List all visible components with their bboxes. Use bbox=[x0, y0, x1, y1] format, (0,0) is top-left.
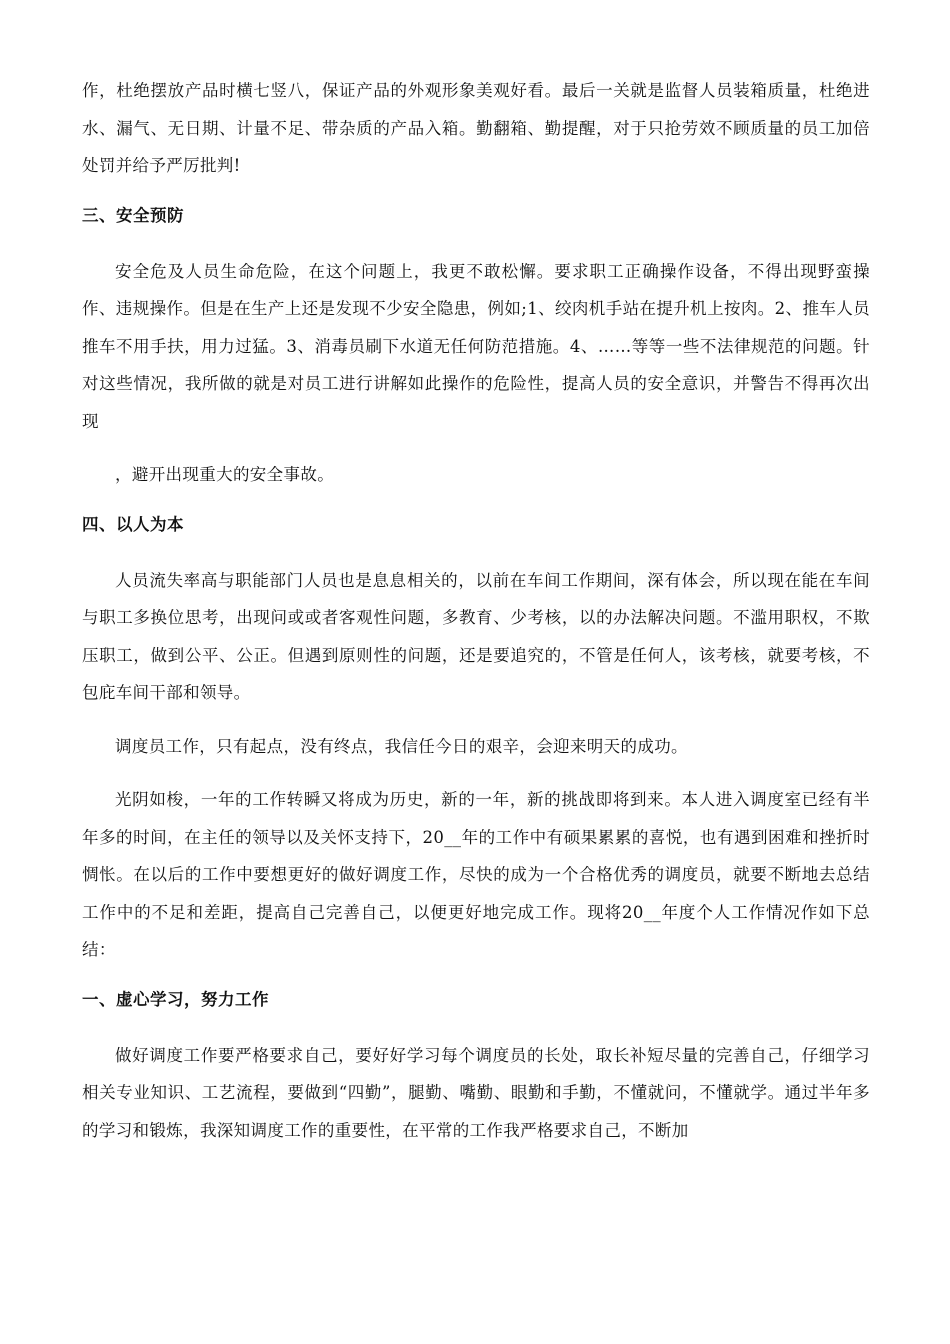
paragraph-continuation: 作，杜绝摆放产品时横七竖八，保证产品的外观形象美观好看。最后一关就是监督人员装箱质量，杜绝进水、漏气、无日期、计量不足、带杂质的产品入箱。勤翻箱、勤提醒，对于只抢劳效不顾质量的员工加倍处罚并给予严厉批判! bbox=[82, 81, 870, 175]
paragraph-learning: 做好调度工作要严格要求自己，要好好学习每个调度员的长处，取长补短尽量的完善自己，仔细学习相关专业知识、工艺流程，要做到“四勤”，腿勤、嘴勤、眼勤和手勤，不懂就问，不懂就学。通过半年多的学习和锻炼，我深知调度工作的重要性，在平常的工作我严格要求自己，不断加 bbox=[82, 1045, 870, 1140]
paragraph-people: 人员流失率高与职能部门人员也是息息相关的，以前在车间工作期间，深有体会，所以现在能在车间与职工多换位思考，出现问或或者客观性问题，多教育、少考核，以的办法解决问题。不滥用职权，不欺压职工，做到公平、公正。但遇到原则性的问题，还是要追究的，不管是任何人，该考核，就要考核，不包庇车间干部和领导。 bbox=[82, 570, 870, 702]
section-heading-people: 四、以人为本 bbox=[82, 514, 184, 534]
paragraph-safety-tail: ，避开出现重大的安全事故。 bbox=[115, 465, 335, 484]
document-page bbox=[82, 72, 870, 1165]
paragraph-dispatcher: 调度员工作，只有起点，没有终点，我信任今日的艰辛，会迎来明天的成功。 bbox=[115, 736, 688, 756]
paragraph-summary-intro: 光阴如梭，一年的工作转瞬又将成为历史，新的一年，新的挑战即将到来。本人进入调度室已经有半年多的时间，在主任的领导以及关怀支持下，20__年的工作中有硕果累累的喜悦，也有遇到困难和挫折时惆怅。在以后的工作中要想更好的做好调度工作，尽快的成为一个合格优秀的调度员，就要不断地去总结工作中的不足和差距，提高自己完善自己，以便更好地完成工作。现将20__年度个人工作情况作如下总结： bbox=[82, 790, 870, 959]
section-heading-safety: 三、安全预防 bbox=[82, 205, 184, 225]
paragraph-safety: 安全危及人员生命危险，在这个问题上，我更不敢松懈。要求职工正确操作设备，不得出现野蛮操作、违规操作。但是在生产上还是发现不少安全隐患，例如;1、绞肉机手站在提升机上按肉。2、推车人员推车不用手扶，用力过猛。3、消毒员刷下水道无任何防范措施。4、……等等一些不法律规范的问题。针对这些情况，我所做的就是对员工进行讲解如此操作的危险性，提高人员的安全意识，并警告不得再次出现 bbox=[82, 261, 870, 431]
section-heading-learning: 一、虚心学习，努力工作 bbox=[82, 989, 269, 1009]
